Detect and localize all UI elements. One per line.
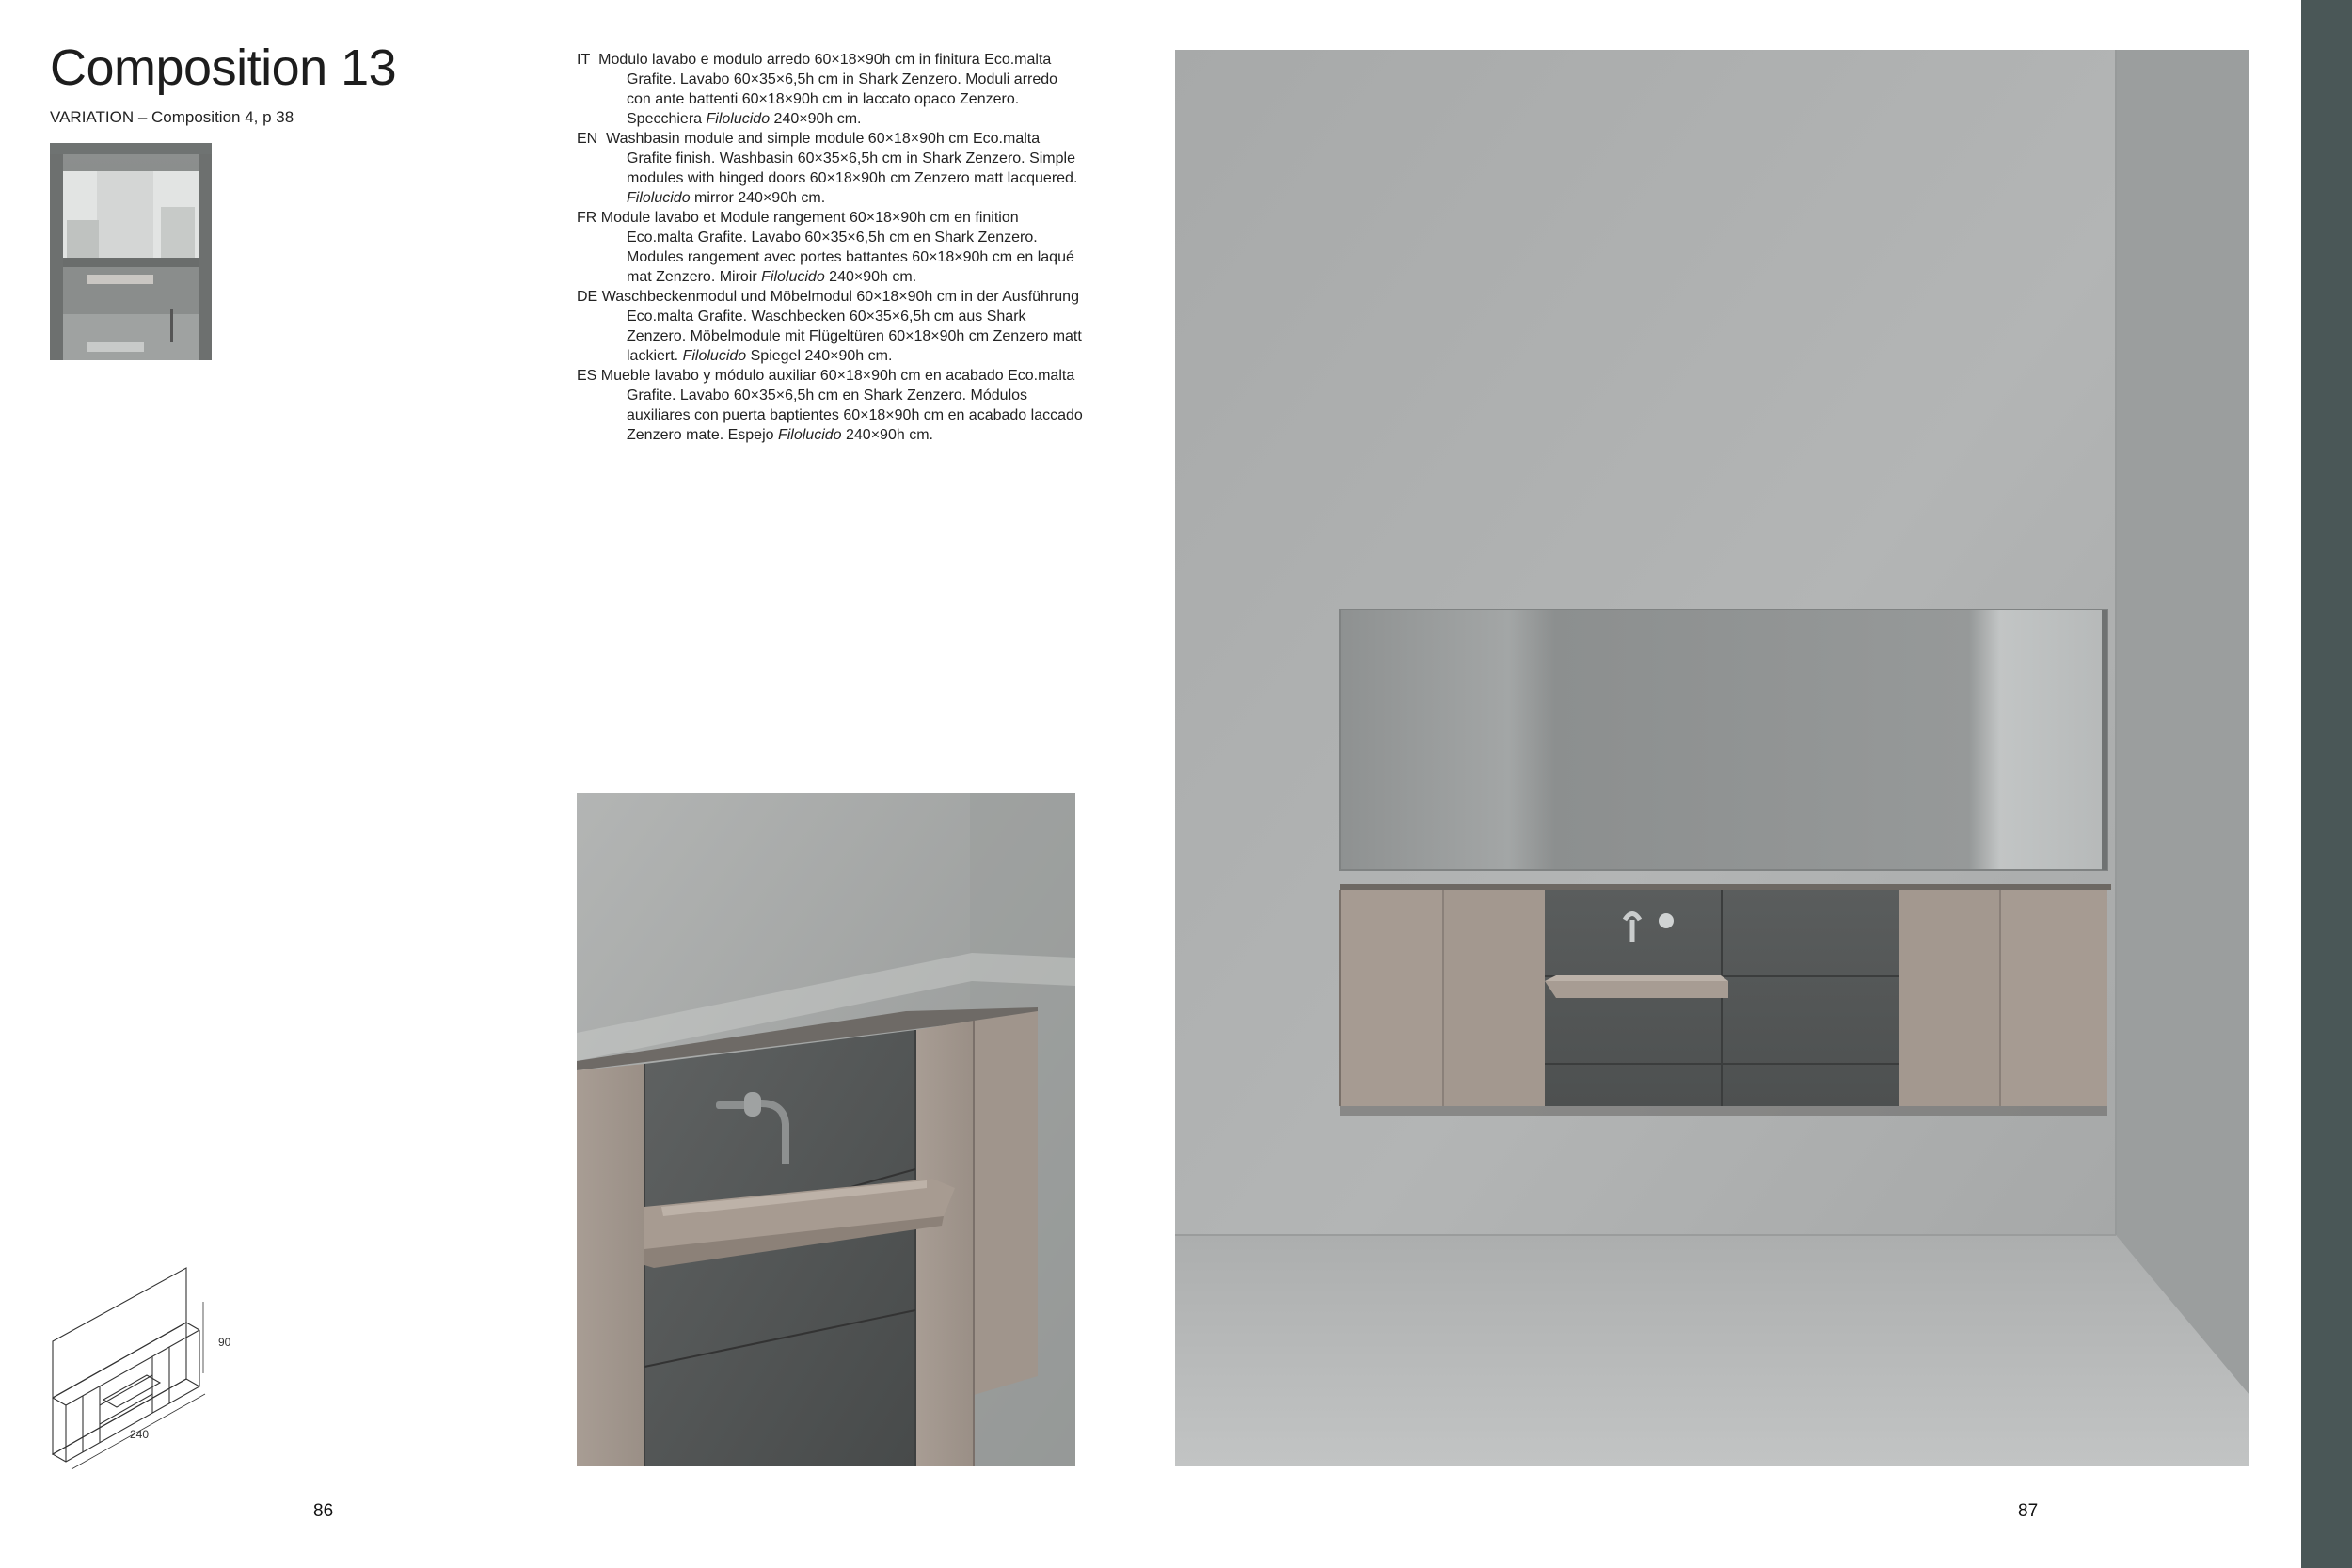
washbasin-detail-photo <box>577 793 1075 1466</box>
main-composition-photo <box>1175 50 2249 1466</box>
section-color-strip <box>2301 0 2352 1568</box>
height-dimension-label: 90 <box>218 1336 231 1349</box>
language-code: IT <box>577 52 591 68</box>
language-code: EN <box>577 131 598 147</box>
language-code: ES <box>577 368 597 384</box>
variation-reference: VARIATION – Composition 4, p 38 <box>50 108 294 126</box>
variation-thumbnail-image <box>50 143 212 360</box>
page-number-right: 87 <box>2018 1501 2039 1521</box>
product-description <box>577 50 1085 445</box>
width-dimension-label: 240 <box>130 1428 150 1441</box>
description-es: ES Mueble lavabo y módulo auxiliar 60×18×90h cm en acabado Eco.malta Grafite. Lavabo 60×35×6,5h cm en Shark Zenzero. Módulos auxiliares con puerta baptientes 60×18×90h cm en acabado laccado Zenzero mate. Espejo Filolucido 240×90h cm. <box>577 368 1083 443</box>
language-code: FR <box>577 210 597 226</box>
language-code: DE <box>577 289 598 305</box>
description-it: IT Modulo lavabo e modulo arredo 60×18×90h cm in finitura Eco.malta Grafite. Lavabo 60×35×6,5h cm in Shark Zenzero. Moduli arredo con ante battenti 60×18×90h cm in laccato opaco Zenzero. Specchiera Filolucido 240×90h cm. <box>577 52 1058 127</box>
page-title: Composition 13 <box>50 40 397 96</box>
description-de: DE Waschbeckenmodul und Möbelmodul 60×18×90h cm in der Ausführung Eco.malta Grafite. Waschbecken 60×35×6,5h cm aus Shark Zenzero. Möbelmodule mit Flügeltüren 60×18×90h cm Zenzero matt lackiert. Filolucido Spiegel 240×90h cm. <box>577 289 1082 364</box>
page-number-left: 86 <box>313 1501 334 1521</box>
description-en: EN Washbasin module and simple module 60×18×90h cm Eco.malta Grafite finish. Washbasin 60×35×6,5h cm in Shark Zenzero. Simple modules with hinged doors 60×18×90h cm Zenzero matt lacquered. Filolucido mirror 240×90h cm. <box>577 131 1078 206</box>
description-fr: FR Module lavabo et Module rangement 60×18×90h cm en finition Eco.malta Grafite. Lavabo 60×35×6,5h cm en Shark Zenzero. Modules rangement avec portes battantes 60×18×90h cm en laqué mat Zenzero. Miroir Filolucido 240×90h cm. <box>577 210 1074 285</box>
